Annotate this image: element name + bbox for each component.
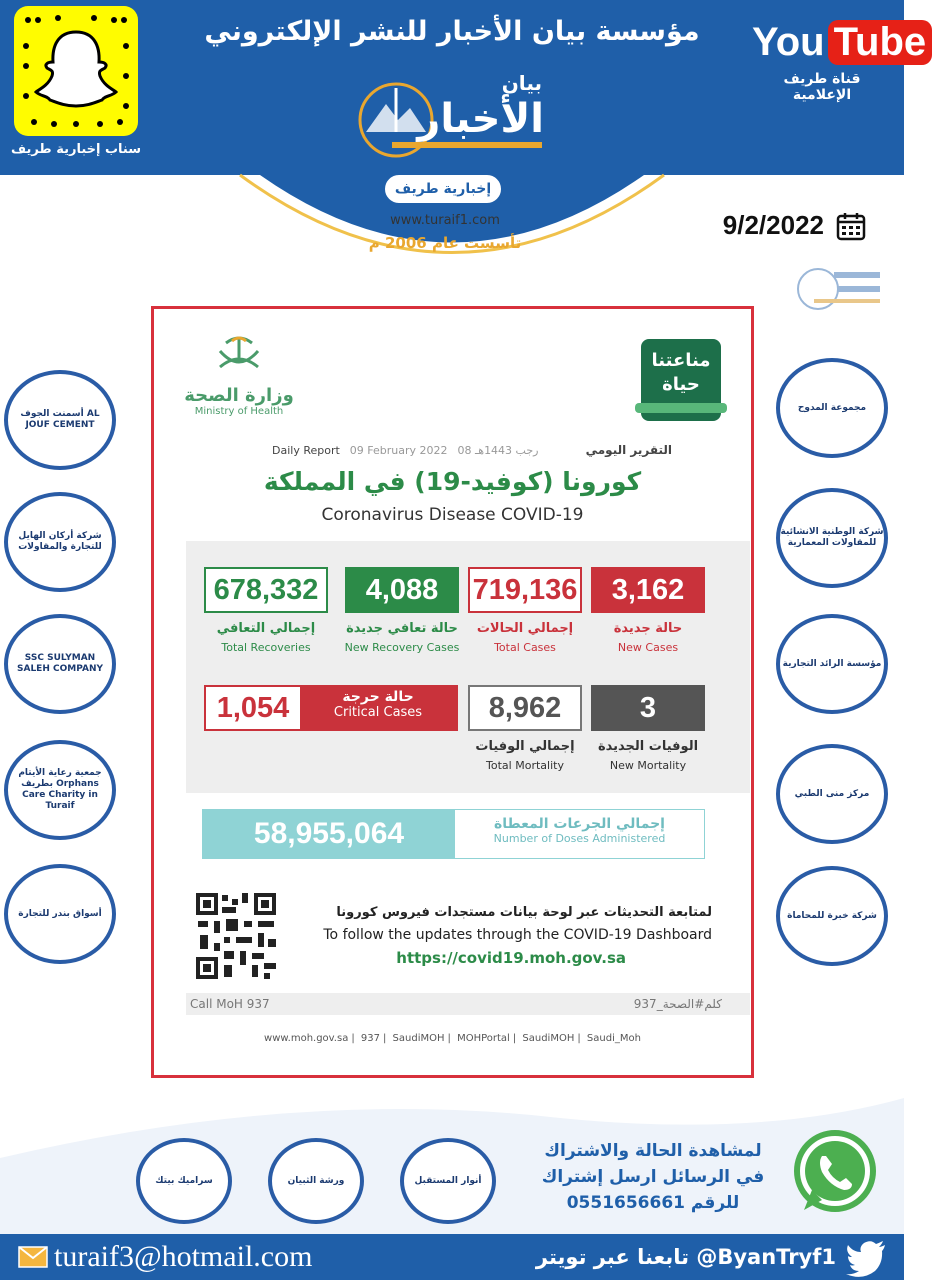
sponsor-althebyan-workshop[interactable]	[268, 1138, 364, 1224]
subscribe-line-2: في الرسائل ارسل إشتراك	[541, 1167, 765, 1187]
subscribe-line-1: لمشاهدة الحالة والاشتراك	[544, 1141, 762, 1161]
call-bar	[186, 993, 750, 1015]
moh-footer-links: www.moh.gov.sa | 937 | SaudiMOH | MOHPortal | SaudiMOH | Saudi_Moh	[264, 1033, 641, 1044]
sponsor-bandar-markets[interactable]	[4, 864, 116, 964]
moh-arabic: وزارة الصحة	[184, 385, 294, 406]
footer-link-facebook[interactable]: SaudiMOH	[522, 1033, 575, 1044]
sponsor-text: جمعية رعاية الأيتام بطريف Orphans Care Charity in Turaif	[18, 768, 102, 811]
new-mortality-label-ar: الوفيات الجديدة	[597, 739, 699, 754]
qr-code-icon[interactable]	[194, 891, 278, 981]
sponsor-arkan-al-hayel[interactable]	[4, 492, 116, 592]
footer-link-snapchat[interactable]: Saudi_Moh	[586, 1033, 641, 1044]
calendar-icon	[836, 211, 866, 241]
bottom-bar	[0, 1234, 904, 1280]
sponsor-text: SSC SULYMAN SALEH COMPANY	[17, 653, 103, 674]
twitter-contact[interactable]	[536, 1241, 886, 1273]
manaa-bar	[635, 403, 727, 413]
brand-big-text: الأخبار	[417, 96, 544, 142]
doses-label-ar: إجمالي الجرعات المعطاة	[494, 816, 665, 832]
doses-label	[455, 810, 704, 858]
youtube-tube: Tube	[828, 20, 932, 65]
snapcode-icon	[14, 6, 138, 136]
twitter-handle: تابعنا عبر تويتر @ByanTryf1	[535, 1245, 836, 1269]
sponsor-text: مجموعة المدوح	[797, 402, 867, 413]
new-recovery-label-ar: حالة تعافي جديدة	[346, 621, 458, 636]
headline-english: Coronavirus Disease COVID-19	[321, 505, 584, 525]
covid-report-card	[151, 306, 754, 1078]
moh-emblem-icon	[204, 333, 274, 377]
total-mortality-value: 8,962	[468, 685, 582, 731]
critical-label-en: Critical Cases	[333, 705, 423, 720]
total-cases-value: 719,136	[468, 567, 582, 613]
sponsor-text: أسواق بندر للتجارة	[18, 908, 102, 919]
org-title: مؤسسة بيان الأخبار للنشر الإلكتروني	[204, 16, 700, 47]
call-moh-en: Call MoH 937	[190, 997, 270, 1011]
report-meta-row	[272, 443, 672, 457]
daily-report-en: Daily Report	[272, 443, 340, 457]
youtube-label: قناة طريف الإعلامية	[783, 71, 861, 103]
sponsor-al-jouf-cement[interactable]	[4, 370, 116, 470]
small-brand-logo	[794, 255, 884, 315]
doses-box	[202, 809, 705, 859]
subscribe-line-3: للرقم 0551656661	[566, 1193, 740, 1213]
follow-text-ar: لمتابعة التحديثات عبر لوحة بيانات مستجدات فيروس كورونا	[336, 905, 712, 920]
site-url[interactable]: www.turaif1.com	[390, 213, 500, 228]
whatsapp-icon[interactable]	[790, 1128, 880, 1218]
sponsor-text: مؤسسة الرائد التجارية	[782, 658, 882, 669]
brand-logo	[352, 60, 552, 160]
snapchat-code	[8, 6, 144, 166]
youtube-you: You	[752, 20, 825, 64]
critical-cases-box	[204, 685, 458, 731]
sponsor-ceramic-baitak[interactable]	[136, 1138, 232, 1224]
critical-cases-value: 1,054	[206, 687, 300, 729]
founded-text: تأسست عام 2006 م	[368, 234, 522, 252]
total-cases-label-en: Total Cases	[494, 641, 556, 654]
sponsor-orphans-care[interactable]	[4, 740, 116, 840]
new-cases-value: 3,162	[591, 567, 705, 613]
sponsor-muna-medical[interactable]	[776, 744, 888, 844]
total-mortality-label-en: Total Mortality	[486, 759, 564, 772]
new-mortality-value: 3	[591, 685, 705, 731]
call-moh-ar: كلم#الصحة_937	[633, 997, 722, 1011]
twitter-icon	[846, 1241, 886, 1273]
new-recovery-value: 4,088	[345, 567, 459, 613]
sponsor-text: شركة خبرة للمحاماة	[787, 910, 877, 921]
report-date-hijri: 08 رجب 1443هـ	[457, 443, 539, 457]
report-date: 9/2/2022	[722, 210, 824, 240]
email-contact[interactable]	[18, 1240, 312, 1274]
sponsor-almadooh-group[interactable]	[776, 358, 888, 458]
footer-link-website[interactable]: www.moh.gov.sa	[264, 1033, 349, 1044]
report-date-en: 09 February 2022	[349, 443, 448, 457]
dashboard-link[interactable]: https://covid19.moh.gov.sa	[396, 949, 626, 967]
snap-label: سناب إخبارية طريف	[10, 142, 142, 157]
new-cases-label-en: New Cases	[617, 641, 679, 654]
sponsor-ssc[interactable]	[4, 614, 116, 714]
manaa-line-1: مناعتنا	[651, 350, 711, 371]
sponsor-text: أنوار المستقبل	[414, 1176, 482, 1186]
youtube-icon	[752, 20, 932, 65]
moh-logo	[184, 333, 294, 425]
new-mortality-label-en: New Mortality	[609, 759, 687, 772]
new-cases-label-ar: حالة جديدة	[613, 621, 683, 636]
sponsor-text: مركز منى الطبي	[794, 788, 870, 799]
date-row	[723, 210, 866, 241]
subscribe-text	[540, 1138, 766, 1216]
sponsor-text: شركة أركان الهايل للتجارة والمقاولات	[18, 531, 102, 552]
brand-small-text: بيان	[501, 71, 542, 95]
new-recovery-label-en: New Recovery Cases	[344, 641, 460, 654]
doses-label-en: Number of Doses Administered	[493, 832, 666, 845]
footer-link-phone[interactable]: 937	[360, 1033, 380, 1044]
manaa-hayat-logo	[641, 339, 721, 421]
sponsor-national-construction[interactable]	[776, 488, 888, 588]
doses-value: 58,955,064	[203, 810, 455, 858]
total-mortality-label-ar: إجمالي الوفيات	[475, 739, 575, 754]
daily-report-ar: التقرير اليومي	[585, 443, 672, 457]
total-recoveries-label-ar: إجمالي التعافي	[216, 621, 316, 636]
critical-cases-label	[300, 687, 456, 729]
sponsor-anwar-almustaqbal[interactable]	[400, 1138, 496, 1224]
manaa-line-2: حياة	[662, 374, 700, 395]
envelope-icon	[18, 1246, 48, 1268]
total-cases-label-ar: إجمالي الحالات	[476, 621, 574, 636]
sponsor-text: شركة الوطنية الانشائية للمقاولات المعمارية	[780, 527, 884, 548]
ikhbariya-badge: إخبارية طريف	[382, 172, 504, 206]
headline-arabic: كورونا (كوفيد-19) في المملكة	[263, 467, 642, 496]
email-address: turaif3@hotmail.com	[54, 1240, 313, 1273]
sponsor-khebra-law[interactable]	[776, 866, 888, 966]
sponsor-text: أسمنت الجوف AL JOUF CEMENT	[20, 409, 100, 430]
youtube-block[interactable]	[752, 20, 927, 103]
footer-link-youtube[interactable]: MOHPortal	[457, 1033, 510, 1044]
critical-label-ar: حالة حرجة	[342, 689, 414, 705]
footer-link-twitter[interactable]: SaudiMOH	[392, 1033, 445, 1044]
sponsor-text: ورشة الثبيان	[287, 1176, 345, 1186]
sponsor-text: سراميك بيتك	[155, 1176, 213, 1186]
total-recoveries-value: 678,332	[204, 567, 328, 613]
follow-text-en: To follow the updates through the COVID-19 Dashboard	[323, 927, 712, 943]
moh-english: Ministry of Health	[194, 406, 284, 417]
sponsor-alraed-trading[interactable]	[776, 614, 888, 714]
total-recoveries-label-en: Total Recoveries	[221, 641, 311, 654]
